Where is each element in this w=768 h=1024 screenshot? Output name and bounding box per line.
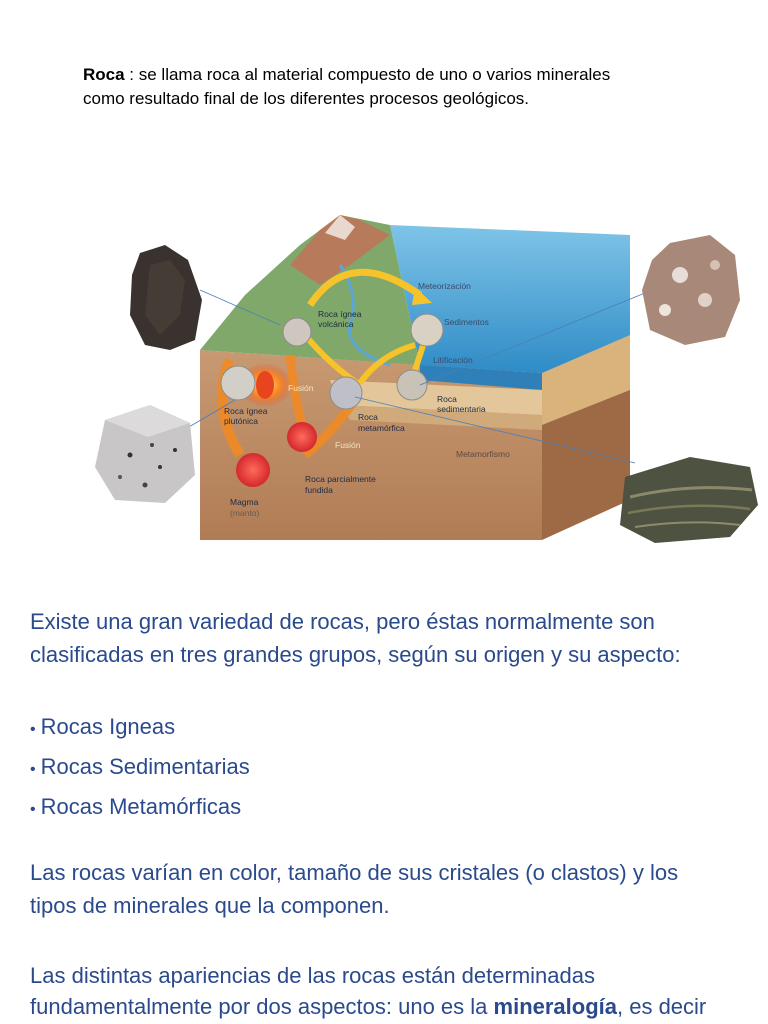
definition-paragraph: [83, 63, 703, 111]
bullet-icon: •: [30, 721, 36, 738]
label-parcial-2: fundida: [305, 485, 333, 495]
label-sedimentaria-2: sedimentaria: [437, 404, 486, 414]
label-sedimentaria-1: Roca: [437, 394, 457, 404]
label-metamorfica-1: Roca: [358, 412, 378, 422]
variation-paragraph: [30, 856, 750, 922]
label-fusion-top: Fusión: [288, 383, 314, 393]
sedimentary-rock-sample: [642, 235, 740, 345]
metamorphic-rock-sample: [620, 457, 758, 543]
intro-line-2: clasificadas en tres grandes grupos, según su origen y su aspecto:: [30, 642, 681, 667]
appearance-paragraph: [30, 960, 760, 1022]
intro-paragraph: [30, 605, 750, 671]
appearance-line-2b: , es decir: [617, 994, 707, 1019]
list-item: [30, 708, 750, 748]
list-item-label: Rocas Igneas: [40, 714, 176, 739]
label-sedimentos: Sedimentos: [444, 317, 489, 327]
bullet-icon: •: [30, 801, 36, 818]
appearance-line-1: Las distintas apariencias de las rocas están determinadas: [30, 963, 595, 988]
list-item-label: Rocas Sedimentarias: [40, 754, 250, 779]
plutonic-rock-sample: [95, 405, 195, 503]
label-metamorfica-2: metamórfica: [358, 423, 405, 433]
label-ignea-plutonica-2: plutónica: [224, 416, 259, 426]
definition-term: Roca: [83, 65, 125, 84]
variation-line-1: Las rocas varían en color, tamaño de sus cristales (o clastos) y los: [30, 860, 679, 885]
rock-groups-list: [30, 708, 750, 828]
label-fusion-bottom: Fusión: [335, 440, 361, 450]
definition-text-1: : se llama roca al material compuesto de uno o varios minerales: [124, 65, 611, 84]
label-ignea-volcanica-1: Roca ígnea: [318, 309, 362, 319]
list-item: [30, 748, 750, 788]
label-magma: Magma: [230, 497, 259, 507]
label-parcial-1: Roca parcialmente: [305, 474, 376, 484]
label-ignea-volcanica-2: volcánica: [318, 319, 354, 329]
label-meteorizacion: Meteorización: [418, 281, 471, 291]
appearance-bold-term: mineralogía: [493, 994, 617, 1019]
definition-text-2: como resultado final de los diferentes procesos geológicos.: [83, 89, 530, 108]
intro-line-1: Existe una gran variedad de rocas, pero éstas normalmente son: [30, 609, 655, 634]
appearance-line-2a: fundamentalmente por dos aspectos: uno es la: [30, 994, 494, 1019]
label-litificacion: Litificación: [433, 355, 473, 365]
rock-cycle-diagram: [90, 205, 760, 555]
list-item: [30, 788, 750, 828]
volcanic-rock-sample: [130, 245, 202, 350]
label-metamorfismo: Metamorfismo: [456, 449, 510, 459]
block-diagram: [182, 215, 645, 540]
bullet-icon: •: [30, 761, 36, 778]
list-item-label: Rocas Metamórficas: [40, 794, 242, 819]
label-ignea-plutonica-1: Roca ígnea: [224, 406, 268, 416]
label-manto: (manto): [230, 508, 260, 518]
variation-line-2: tipos de minerales que la componen.: [30, 893, 390, 918]
